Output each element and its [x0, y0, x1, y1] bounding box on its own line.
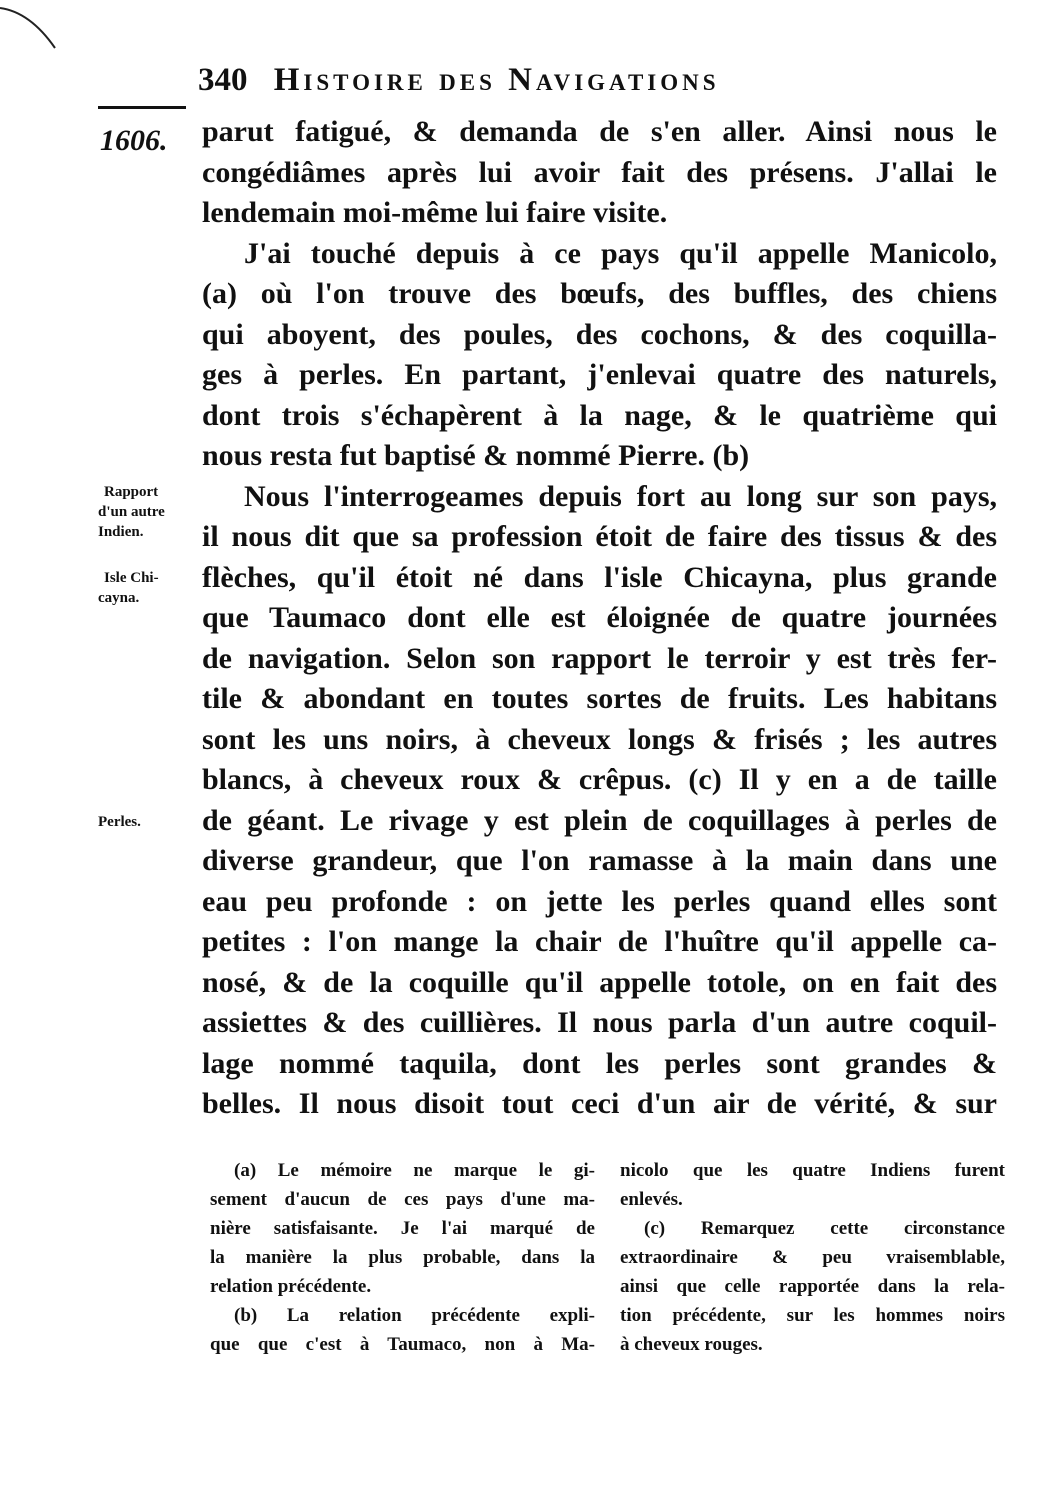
text-line: dont trois s'échapèrent à la nage, & le quatrième qui: [202, 398, 997, 432]
footnote-line: enlevés.: [620, 1189, 683, 1210]
text-line: que Taumaco dont elle est éloignée de quatre journées: [202, 601, 997, 634]
footnote-line: ainsi que celle rapportée dans la rela-: [620, 1276, 1005, 1297]
margin-rule: [98, 106, 186, 109]
margin-note-rapport: [98, 482, 165, 542]
footnote-line: relation précédente.: [210, 1276, 372, 1297]
text-line: qui aboyent, des poules, des cochons, & des coquilla-: [202, 317, 997, 351]
text-line: nous resta fut baptisé & nommé Pierre. (b): [202, 439, 750, 472]
text-line: petites : l'on mange la chair de l'huître qu'il appelle ca-: [202, 925, 997, 958]
footnote-line: (c) Remarquez cette circonstance: [644, 1218, 1005, 1239]
margin-note-line: Perles.: [98, 814, 141, 830]
text-line: J'ai touché depuis à ce pays qu'il appelle Manicolo,: [244, 236, 997, 270]
footnote-column-right: [620, 1156, 1005, 1359]
margin-note-line: d'un autre: [98, 504, 165, 520]
margin-note-perles: [98, 812, 141, 832]
text-line: (a) où l'on trouve des bœufs, des buffles, des chiens: [202, 277, 997, 310]
text-line: diverse grandeur, que l'on ramasse à la main dans une: [202, 844, 997, 877]
text-line: congédiâmes après lui avoir fait des présens. J'allai le: [202, 155, 997, 189]
footnote-line: nicolo que les quatre Indiens furent: [620, 1160, 1005, 1181]
footnote-line: tion précédente, sur les hommes noirs: [620, 1305, 1005, 1326]
text-line: blancs, à cheveux roux & crêpus. (c) Il y en a de taille: [202, 763, 997, 796]
page-header: [198, 62, 898, 102]
margin-year: 1606.: [100, 124, 168, 157]
text-line: tile & abondant en toutes sortes de fruits. Les habitans: [202, 682, 997, 715]
footnote-column-left: [210, 1156, 595, 1359]
margin-note-isle: [98, 568, 159, 608]
text-line: de géant. Le rivage y est plein de coquillages à perles de: [202, 803, 997, 837]
footnote-line: nière satisfaisante. Je l'ai marqué de: [210, 1218, 595, 1239]
text-line: lendemain moi-même lui faire visite.: [202, 196, 668, 229]
footnote-line: la manière la plus probable, dans la: [210, 1247, 595, 1268]
margin-note-line: Isle Chi-: [104, 570, 159, 586]
text-line: eau peu profonde : on jette les perles quand elles sont: [202, 884, 997, 918]
footnote-line: que que c'est à Taumaco, non à Ma-: [210, 1334, 595, 1355]
footnote-line: sement d'aucun de ces pays d'une ma-: [210, 1189, 595, 1210]
page-number: 340: [198, 62, 248, 98]
text-line: parut fatigué, & demanda de s'en aller. Ainsi nous le: [202, 115, 997, 148]
footnote-line: (b) La relation précédente expli-: [234, 1305, 595, 1326]
text-line: lage nommé taquila, dont les perles sont grandes &: [202, 1046, 997, 1080]
text-line: Nous l'interrogeames depuis fort au long sur son pays,: [244, 479, 997, 513]
footnote-line: (a) Le mémoire ne marque le gi-: [234, 1160, 595, 1181]
text-line: flèches, qu'il étoit né dans l'isle Chicayna, plus grande: [202, 560, 997, 594]
margin-note-line: Rapport: [104, 484, 159, 500]
text-line: nosé, & de la coquille qu'il appelle totole, on en fait des: [202, 965, 997, 999]
text-line: assiettes & des cuillières. Il nous parla d'un autre coquil-: [202, 1006, 997, 1039]
margin-note-line: cayna.: [98, 590, 140, 606]
main-text: [202, 112, 997, 1125]
running-title: Histoire des Navigations: [273, 62, 720, 98]
text-line: ges à perles. En partant, j'enlevai quatre des naturels,: [202, 358, 997, 391]
text-line: il nous dit que sa profession étoit de faire des tissus & des: [202, 520, 997, 553]
text-line: belles. Il nous disoit tout ceci d'un air de vérité, & sur: [202, 1087, 997, 1120]
margin-note-line: Indien.: [98, 524, 144, 540]
footnote-line: à cheveux rouges.: [620, 1334, 763, 1355]
scan-corner-mark: [0, 0, 70, 60]
footnotes: [210, 1156, 1005, 1386]
footnote-line: extraordinaire & peu vraisemblable,: [620, 1247, 1005, 1268]
text-line: de navigation. Selon son rapport le terroir y est très fer-: [202, 641, 997, 675]
text-line: sont les uns noirs, à cheveux longs & frisés ; les autres: [202, 722, 997, 756]
